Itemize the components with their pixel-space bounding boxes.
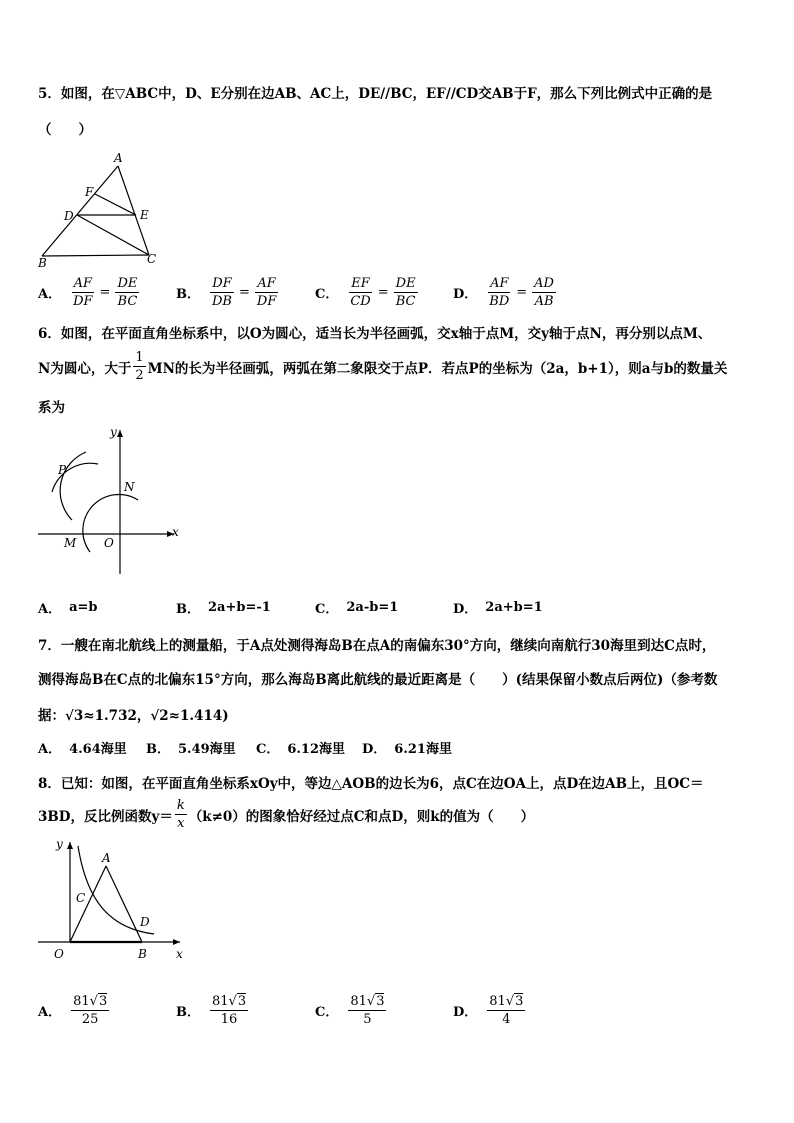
coefficient: 81 [73,994,90,1009]
option-label: A． [38,742,62,757]
q6-option-c[interactable] [315,598,398,617]
denominator: AB [534,294,554,309]
q6-stem-line3: 系为 [38,400,65,416]
q8-label-b: B [138,947,147,961]
option-text: 2a+b=1 [485,600,543,615]
option-label: A． [38,602,62,617]
option-text: 6.21海里 [394,742,452,757]
q8-option-c[interactable] [315,994,388,1027]
radicand: 3 [98,994,108,1009]
fraction [210,276,234,309]
q8-stem-line2-part2: （k≠0）的图象恰好经过点C和点D，则k的值为（ ） [188,808,535,825]
fraction [394,276,418,309]
numerator: 1 [135,350,144,365]
numerator: k [176,798,185,813]
numerator: AF [73,276,93,291]
option-label: D． [453,287,478,302]
q6-option-d[interactable] [453,598,543,617]
coefficient: 81 [212,994,229,1009]
numerator: DE [117,276,138,291]
q7-option-a[interactable] [38,738,127,757]
option-text: a=b [69,600,98,615]
numerator: DF [212,276,232,291]
q5-option-d[interactable] [453,276,558,309]
option-label: B． [176,602,200,617]
q5-stem-line1: 5．如图，在▽ABC中，D、E分别在边AB、AC上，DE//BC，EF//CD交AB于F，那么下列比例式中正确的是 [38,86,713,102]
numerator: AD [534,276,554,291]
q5-label-f: F [85,185,94,199]
numerator: DE [395,276,416,291]
option-text: 2a-b=1 [346,600,399,615]
numerator: EF [351,276,370,291]
q5-line-dc [77,215,149,255]
q8-stem-line2 [38,798,534,831]
half-fraction [133,350,145,383]
q6-option-a[interactable] [38,598,98,617]
option-label: A． [38,287,62,302]
q8-stem-line2-part1: 3BD，反比例函数y＝ [38,808,173,825]
q6-label-n: N [124,480,135,494]
q6-label-y: y [110,425,117,439]
q5-figure [34,150,164,270]
fraction [115,276,139,309]
q8-option-d[interactable] [453,994,527,1027]
option-label: C． [315,287,339,302]
sqrt-3: √3 [65,708,84,724]
option-label: D． [453,602,478,617]
k-over-x-fraction [175,798,187,831]
q5-stem-line2: （ ） [38,122,92,138]
radicand: 3 [237,994,247,1009]
denominator: CD [350,294,371,309]
equals-sign: = [99,285,111,300]
denominator: 16 [220,1012,238,1027]
q8-label-a: A [102,851,111,865]
denominator: 5 [363,1012,372,1027]
q5-option-c[interactable] [315,276,420,309]
q7-stem-line2: 测得海岛B在C点的北偏东15°方向，那么海岛B离此航线的最近距离是（ ）(结果保留小数点后两位)（参考数 [38,672,718,688]
q5-label-e: E [140,208,149,222]
sqrt-2: √2 [150,708,169,724]
q8-figure [34,836,194,966]
q8-option-a[interactable] [38,994,111,1027]
q6-label-x: x [172,525,179,539]
q8-option-b[interactable] [176,994,250,1027]
q6-stem-line1: 6．如图，在平面直角坐标系中，以O为圆心，适当长为半径画弧，交x轴于点M，交y轴于点N，再分别以点M、 [38,326,712,342]
denominator: DB [212,294,232,309]
fraction [487,276,511,309]
option-text: 4.64海里 [69,742,127,757]
q5-line-bc [42,255,149,256]
q5-option-a[interactable] [38,276,141,309]
option-label: B． [176,287,200,302]
equals-sign: = [238,285,250,300]
option-label: B． [176,1005,200,1020]
q6-y-arrow [117,430,123,437]
numerator: 81√3 [350,994,385,1009]
denominator: 25 [81,1012,99,1027]
option-label: C． [256,742,280,757]
option-label: D． [362,742,387,757]
q8-label-d: D [140,915,150,929]
q8-label-o: O [54,947,64,961]
q7-stem-line1: 7．一艘在南北航线上的测量船，于A点处测得海岛B在点A的南偏东30°方向，继续向南航行30海里到达C点时， [38,638,716,654]
q8-label-y: y [56,837,63,851]
q6-label-p: P [58,463,67,477]
fraction [532,276,556,309]
q5-option-b[interactable] [176,276,280,309]
q5-label-a: A [114,151,123,165]
fraction [348,994,386,1027]
option-label: D． [453,1005,478,1020]
q6-label-o: O [104,536,114,550]
denominator: BD [489,294,510,309]
radicand: 3 [515,994,524,1009]
denominator: BC [117,294,138,309]
q6-stem-line2 [38,350,727,383]
q7-stem-line3 [38,704,229,724]
numerator: AF [490,276,509,291]
sqrt-3-approx: ≈1.732， [83,708,151,724]
q5-line-ab [42,166,118,256]
denominator: DF [73,294,93,309]
fraction [71,994,109,1027]
q8-label-x: x [176,947,183,961]
q7-option-d[interactable] [362,738,452,757]
numerator: 81√3 [212,994,247,1009]
equals-sign: = [516,285,528,300]
q8-stem-line1: 8．已知：如图，在平面直角坐标系xOy中，等边△AOB的边长为6，点C在边OA上，点D在边AB上，且OC＝ [38,776,704,792]
option-text: 2a+b=-1 [208,600,271,615]
fraction [210,994,248,1027]
q8-label-c: C [76,891,86,905]
fraction [487,994,525,1027]
coefficient: 81 [350,994,367,1009]
q6-label-m: M [64,536,77,550]
option-text: 6.12海里 [287,742,346,757]
q6-stem-line2-part2: MN的长为半径画弧，两弧在第二象限交于点P．若点P的坐标为（2a，b+1），则a与b的数量关 [147,360,728,377]
q6-option-b[interactable] [176,598,271,617]
fraction [255,276,278,309]
q5-label-b: B [38,256,47,270]
q5-label-c: C [147,252,157,266]
numerator: AF [257,276,276,291]
denominator: 4 [502,1012,511,1027]
option-text: 5.49海里 [178,742,236,757]
q7-option-b[interactable] [146,738,236,757]
option-label: C． [315,602,339,617]
denominator: DF [256,294,277,309]
option-label: C． [315,1005,339,1020]
q8-x-arrow [173,939,180,945]
coefficient: 81 [489,994,506,1009]
sqrt-2-approx: ≈1.414) [168,708,229,724]
fraction [71,276,94,309]
q7-option-c[interactable] [256,738,345,757]
radicand: 3 [376,994,385,1009]
q5-label-d: D [64,209,74,223]
numerator: 81√3 [73,994,108,1009]
fraction [348,276,372,309]
denominator: x [177,816,185,831]
denominator: 2 [135,368,144,383]
option-label: A． [38,1005,62,1020]
q7-data-label: 据： [38,708,65,724]
denominator: BC [395,294,416,309]
q6-stem-line2-part1: N为圆心，大于 [38,360,132,377]
option-label: B． [146,742,170,757]
q6-figure [34,420,194,580]
q5-line-ef [95,194,136,215]
numerator: 81√3 [489,994,524,1009]
q8-y-arrow [67,842,73,849]
equals-sign: = [377,285,389,300]
